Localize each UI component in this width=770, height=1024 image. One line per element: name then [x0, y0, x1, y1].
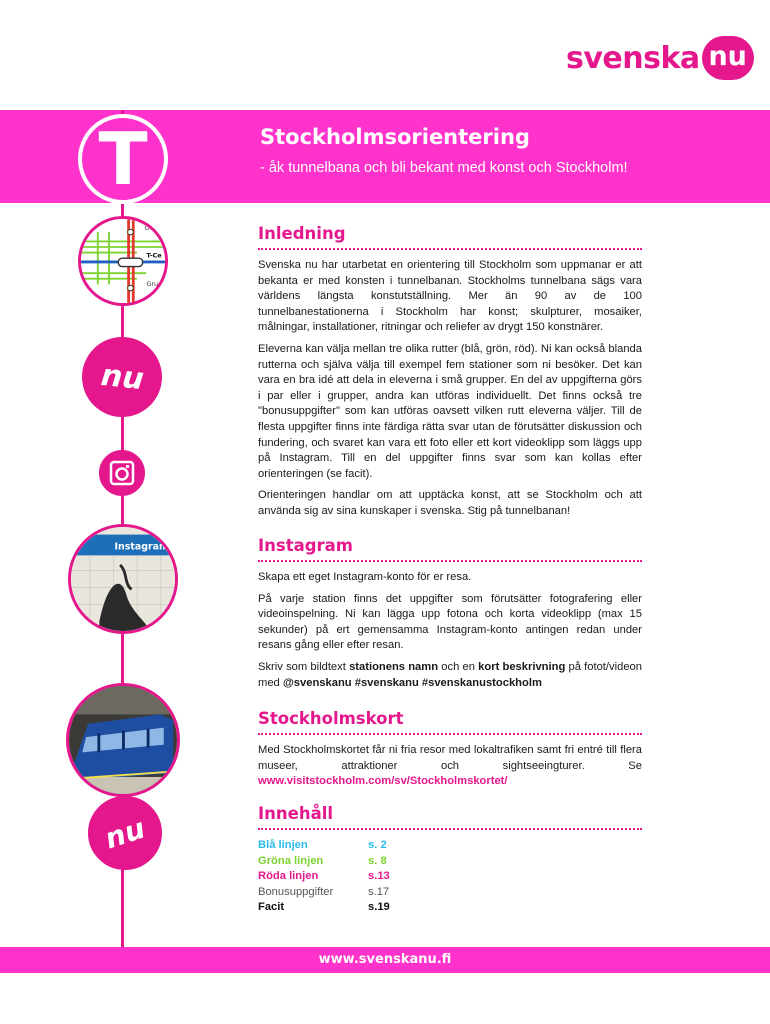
metro-train-image [69, 683, 177, 797]
toc-page-bla-linjen: s. 2 [368, 839, 387, 851]
caption-instructions [258, 660, 642, 691]
metro-t-icon [78, 114, 168, 204]
toc-item-roda-linjen[interactable]: Röda linjen [258, 870, 319, 883]
section-heading: Stockholmskort [258, 709, 642, 735]
table-of-contents [258, 838, 642, 916]
map-label-tcentralen: T-Ce [146, 251, 162, 260]
metro-map-icon [81, 216, 165, 306]
toc-page-facit: s.19 [368, 901, 390, 914]
section-heading: Inledning [258, 224, 642, 250]
toc-item-bla-linjen[interactable]: Blå linjen [258, 839, 308, 851]
section-innehall [258, 804, 642, 916]
toc-item-bonusuppgifter[interactable]: Bonusuppgifter [258, 885, 334, 898]
toc-page-bonusuppgifter: s.17 [368, 885, 390, 898]
toc-item-grona-linjen[interactable]: Gröna linjen [258, 854, 324, 867]
caption-bold-description: kort beskrivning [478, 660, 566, 673]
nu-badge-icon-bottom [88, 796, 162, 870]
paragraph: Orienteringen handlar om att upptäcka konst, att se Stockholm och att använda sig av sina kunskaper i svenska. Stig på tunnelbanan! [258, 489, 642, 517]
paragraph: Svenska nu har utarbetat en orientering till Stockholm som uppmanar er att bekanta er med konsten i tunnelbanan. Stockholms tunnelbana sägs vara världens längsta konstutställning. Mer än 90 av de 100 tunnelbanestationerna i Stockholm har konst; skulpturer, mosaiker, målningar, installationer, ritningar och reliefer av drygt 150 konstnärer. [258, 259, 642, 334]
caption-hashtags: @svenskanu #svenskanu #svenskanustockholm [282, 676, 542, 689]
map-label-top: Ö [144, 224, 150, 233]
paragraph-text: Med Stockholmskortet får ni fria resor med lokaltrafiken samt fri entré till flera museer, attraktioner och sightseeingturer. Se [258, 744, 642, 772]
toc-page-roda-linjen: s.13 [368, 870, 390, 883]
caption-text: och en [438, 660, 479, 673]
paragraph [258, 743, 642, 790]
section-inledning [258, 224, 642, 526]
svenskanu-logo [566, 36, 754, 80]
caption-text: på fotot/videon med [258, 660, 642, 689]
logo-word: svenska [566, 40, 700, 76]
map-label-bottom: Gru [146, 280, 159, 289]
toc-page-grona-linjen: s. 8 [368, 854, 387, 867]
metro-map-thumbnail [78, 216, 168, 306]
toc-item-facit[interactable]: Facit [258, 901, 285, 914]
section-instagram [258, 536, 642, 697]
nu-badge-text-bottom: nu [100, 811, 150, 855]
instagram-icon [99, 450, 145, 496]
metro-t-letter: T [98, 117, 148, 201]
page-title: Stockholmsorientering [260, 125, 530, 149]
caption-text: Skriv som bildtext [258, 660, 350, 673]
paragraph: Skapa ett eget Instagram-konto för er resa. [258, 571, 472, 583]
paragraph: Eleverna kan välja mellan tre olika rutter (blå, grön, röd). Ni kan också blanda rutterna och själva välja till exempel fem stationer som ni besöker. Det kan vara en bra idé att dela in eleverna i små grupper. En del av uppgifterna görs i par eller i grupper, andra kan utföras individuellt. Det finns också tre "bonusuppgifter" som kan utföras oavsett vilken rutt eleverna väljer. Till de flesta uppgifter finns inte färdiga rätta svar utan de förutsätter diskussion och fundering, och svaret kan vara ett foto eller ett kort videoklipp som läggs upp på Instagram. Till en del uppgifter finns svar som kan kollas efter orienteringen (se facit). [258, 342, 642, 480]
visitstockholm-link[interactable]: www.visitstockholm.com/sv/Stockholmskortet/ [258, 775, 508, 788]
metro-train-photo [66, 683, 180, 797]
nu-badge-text: nu [98, 357, 146, 397]
section-heading: Instagram [258, 536, 642, 562]
photo-sign-text: Instagram [114, 541, 169, 553]
station-wall-image [71, 524, 175, 634]
section-heading: Innehåll [258, 804, 642, 830]
footer-url[interactable]: www.svenskanu.fi [318, 952, 452, 967]
paragraph: På varje station finns det uppgifter som förutsätter fotografering eller videoinspelning. Ni kan lägga upp fotona och korta videoklipp (max 15 sekunder) på ert gemensamma Instagram-konto antingen redan under resans gång eller efter resan. [258, 592, 642, 652]
instagram-glyph [109, 460, 135, 486]
logo-badge: nu [702, 36, 754, 80]
caption-bold-station: stationens namn [349, 660, 439, 673]
page-subtitle: - åk tunnelbana och bli bekant med konst och Stockholm! [260, 160, 628, 176]
station-photo-instagram [68, 524, 178, 634]
section-stockholmskort [258, 709, 642, 796]
nu-badge-icon [82, 337, 162, 417]
